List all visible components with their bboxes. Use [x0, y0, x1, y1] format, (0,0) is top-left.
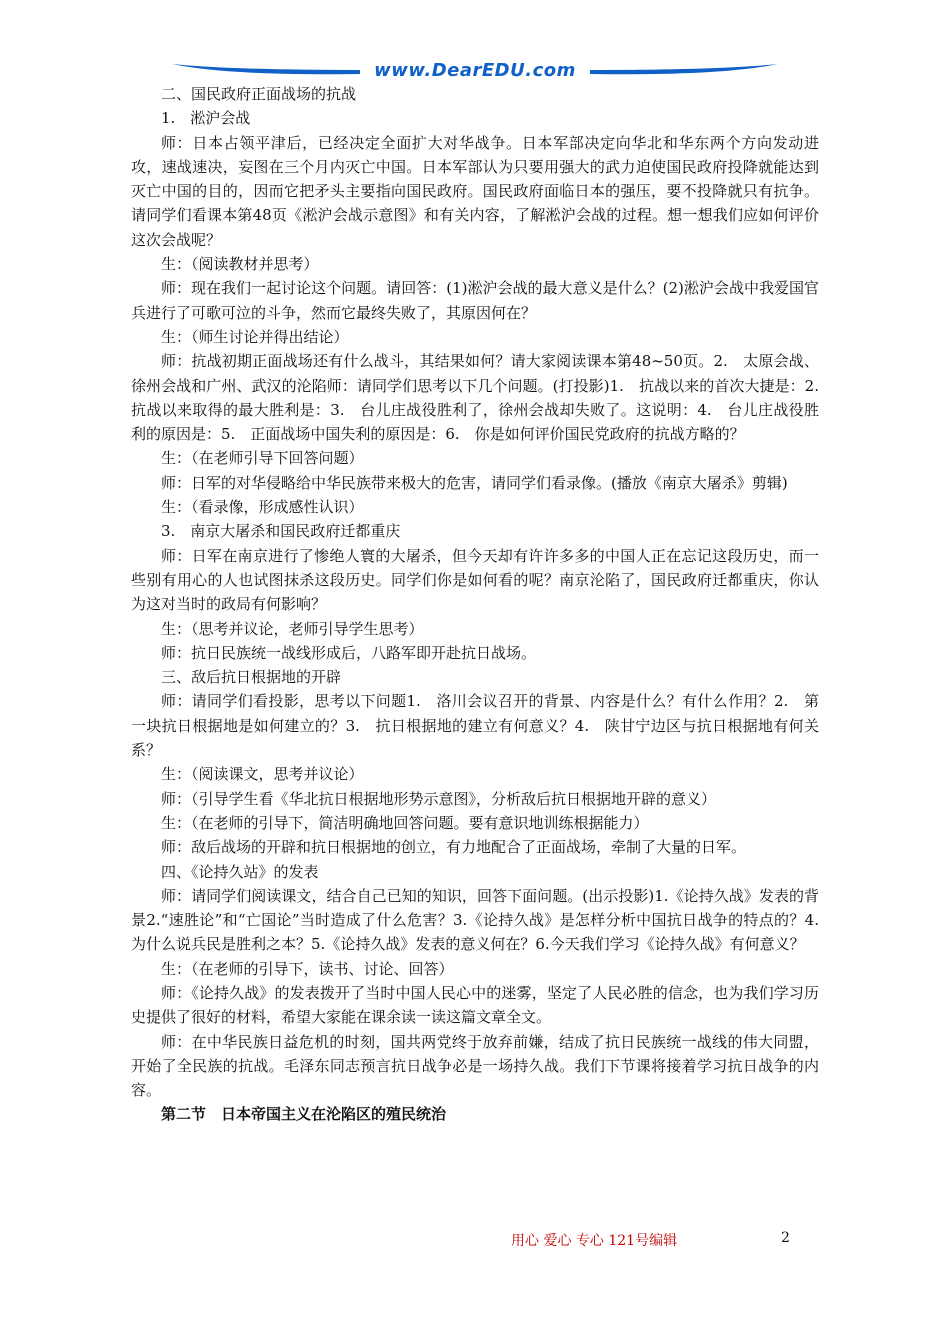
section-heading: 二、国民政府正面战场的抗战 [161, 85, 357, 103]
teacher-paragraph: 师：在中华民族日益危机的时刻，国共两党终于放弃前嫌，结成了抗日民族统一战线的伟大同盟，开始了全民族的抗战。毛泽东同志预言抗日战争必是一场持久战。我们下节课将接着学习抗日战争的内容。 [131, 1032, 819, 1100]
teacher-paragraph: 师：（引导学生看《华北抗日根据地形势示意图》，分析敌后抗日根据地开辟的意义） [161, 789, 717, 808]
student-paragraph: 生：（思考并议论，老师引导学生思考） [161, 619, 424, 638]
student-paragraph: 生：（阅读教材并思考） [161, 255, 319, 274]
student-paragraph: 生：（师生讨论并得出结论） [161, 327, 349, 346]
teacher-paragraph: 师：敌后战场的开辟和抗日根据地的创立，有力地配合了正面战场，牵制了大量的日军。 [161, 838, 747, 857]
footer-editor-note: 用心 爱心 专心 121号编辑 [511, 1233, 678, 1249]
teacher-paragraph: 师：日军在南京进行了惨绝人寰的大屠杀，但今天却有许许多多的中国人正在忘记这段历史，而一些别有用心的人也试图抹杀这段历史。同学们你是如何看的呢？南京沦陷了，国民政府迁都重庆，你认为这对当时的政局有何影响？ [131, 546, 819, 614]
site-logo-text[interactable]: www.DearEDU.com [374, 60, 576, 81]
teacher-paragraph: 师：抗日民族统一战线形成后，八路军即开赴抗日战场。 [161, 643, 537, 662]
page-number: 2 [781, 1230, 790, 1246]
teacher-paragraph: 师：抗战初期正面战场还有什么战斗，其结果如何？请大家阅读课本第48~50页。2. 太原会战、徐州会战和广州、武汉的沦陷师：请同学们思考以下几个问题。(打投影)1. 抗战以来的首次大捷是：2. 抗战以来取得的最大胜利是：3. 台儿庄战役胜利了，徐州会战却失败了。这说明：4. 台儿庄战役胜利的原因是：5. 正面战场中国失利的原因是：6. 你是如何评价国民党政府的抗战方略的？ [131, 352, 835, 444]
student-paragraph: 生：（看录像，形成感性认识） [161, 498, 364, 517]
student-paragraph: 生：（在老师引导下回答问题） [161, 449, 364, 468]
chapter-section-title: 第二节 日本帝国主义在沦陷区的殖民统治 [161, 1105, 447, 1124]
section-heading: 三、敌后抗日根据地的开辟 [161, 668, 342, 687]
teacher-paragraph: 师：现在我们一起讨论这个问题。请回答：(1)淞沪会战的最大意义是什么？(2)淞沪会战中我爱国官兵进行了可歌可泣的斗争，然而它最终失败了，其原因何在？ [131, 279, 819, 322]
teacher-paragraph: 师：日军的对华侵略给中华民族带来极大的危害，请同学们看录像。(播放《南京大屠杀》剪辑) [161, 473, 788, 492]
student-paragraph: 生：（在老师的引导下，简洁明确地回答问题。要有意识地训练根据能力） [161, 813, 649, 832]
section-heading: 四、《论持久站》的发表 [161, 862, 319, 881]
teacher-paragraph: 师：《论持久战》的发表拨开了当时中国人民心中的迷雾，坚定了人民必胜的信念，也为我们学习历史提供了很好的材料，希望大家能在课余读一读这篇文章全文。 [131, 983, 819, 1027]
document-body [131, 82, 835, 1127]
teacher-paragraph: 师：日本占领平津后，已经决定全面扩大对华战争。日本军部决定向华北和华东两个方向发动进攻，速战速决，妄图在三个月内灭亡中国。日本军部认为只要用强大的武力迫使国民政府投降就能达到灭亡中国的目的，因而它把矛头主要指向国民政府。国民政府面临日本的强压，要不投降就只有抗争。请同学们看课本第48页《淞沪会战示意图》和有关内容，了解淞沪会战的过程。想一想我们应如何评价这次会战呢？ [131, 133, 819, 249]
teacher-paragraph: 师：请同学们看投影，思考以下问题1. 洛川会议召开的背景、内容是什么？有什么作用？2. 第一块抗日根据地是如何建立的？3. 抗日根据地的建立有何意义？4. 陕甘宁边区与抗日根据地有何关系？ [131, 692, 819, 760]
subsection-heading: 3. 南京大屠杀和国民政府迁都重庆 [161, 522, 401, 541]
teacher-paragraph: 师：请同学们阅读课文，结合自己已知的知识，回答下面问题。(出示投影)1.《论持久战》发表的背景2.“速胜论”和“亡国论”当时造成了什么危害？3.《论持久战》是怎样分析中国抗日战争的特点的？4.为什么说兵民是胜利之本？5.《论持久战》发表的意义何在？6.今天我们学习《论持久战》有何意义？ [131, 886, 819, 954]
student-paragraph: 生：（阅读课文，思考并议论） [161, 765, 364, 784]
student-paragraph: 生：（在老师的引导下，读书、讨论、回答） [161, 959, 454, 978]
subsection-heading: 1. 淞沪会战 [161, 109, 251, 128]
